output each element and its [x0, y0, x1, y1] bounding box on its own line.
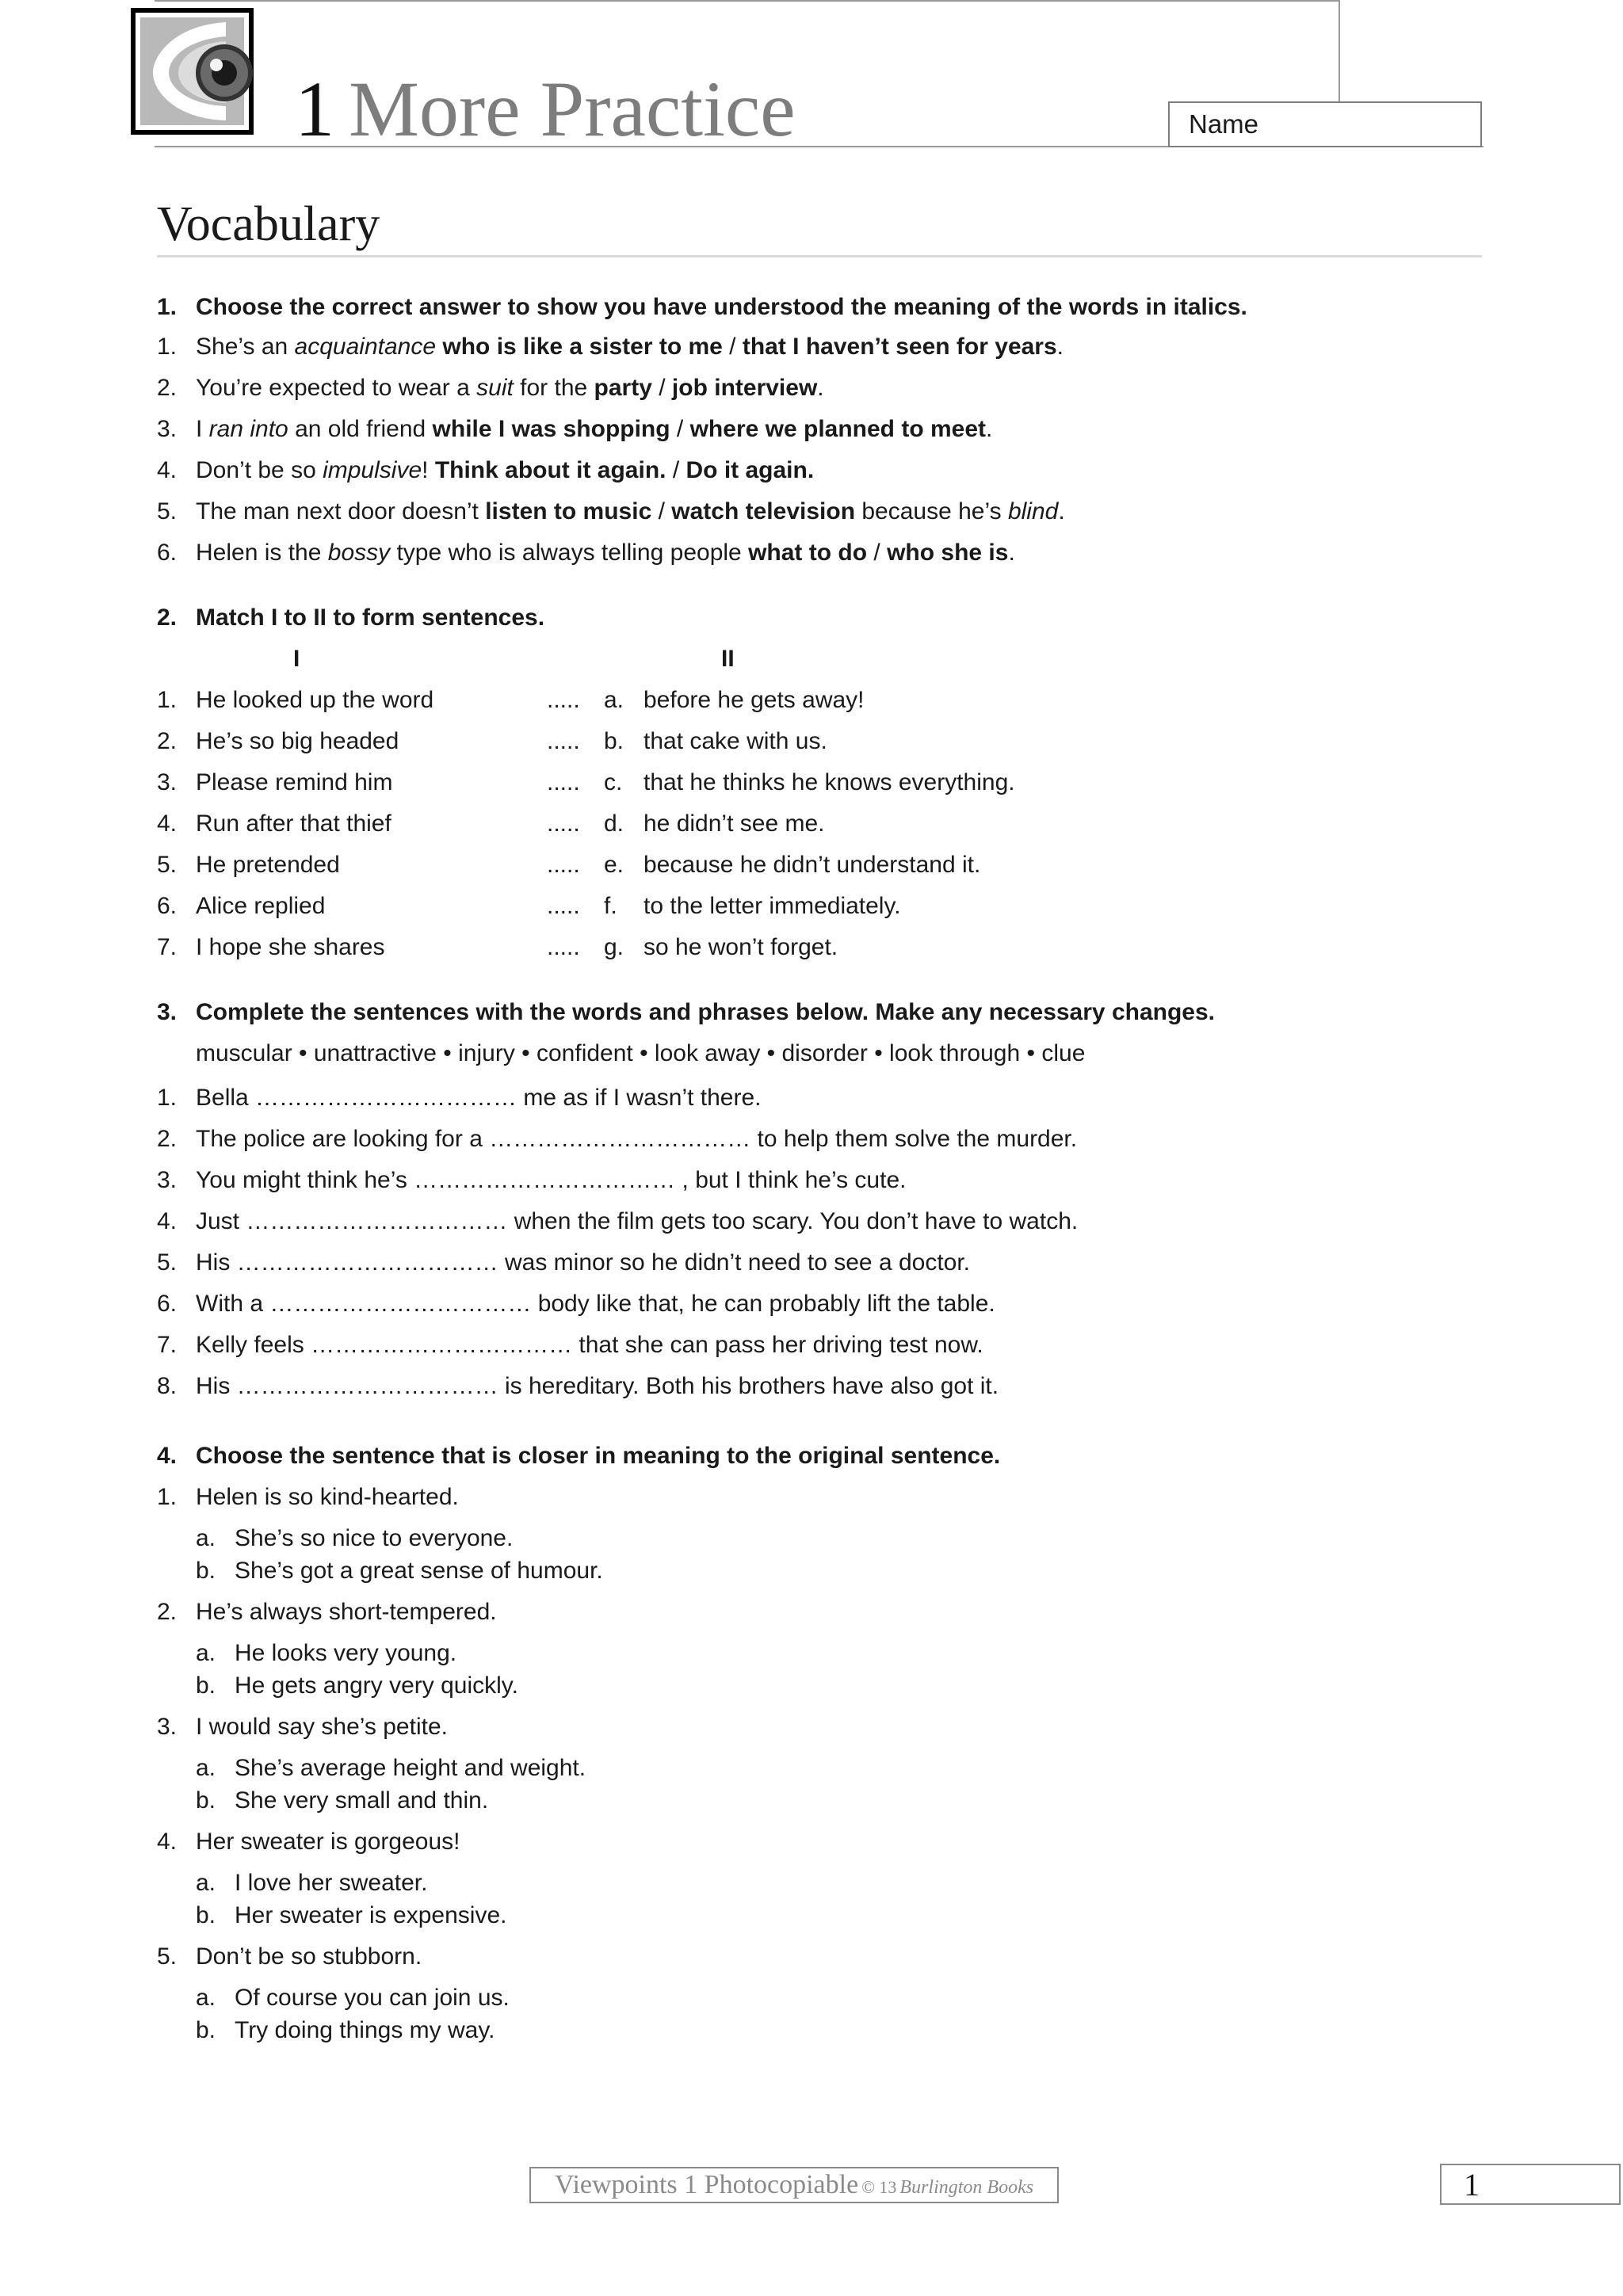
sentence-fragment: / — [666, 457, 686, 483]
name-label: Name — [1189, 109, 1259, 139]
ex4-option-b-label: b. — [196, 1672, 216, 1699]
ex3-item-number: 3. — [157, 1167, 178, 1193]
ex2-right-phrase: that he thinks he knows everything. — [643, 769, 1015, 795]
ex2-row-number: 7. — [157, 934, 178, 960]
footer-publisher: Burlington Books — [899, 2177, 1034, 2198]
italic-keyword: acquaintance — [294, 334, 437, 360]
ex4-option-b: She’s got a great sense of humour. — [235, 1558, 603, 1584]
ex3-item-number: 8. — [157, 1373, 178, 1399]
ex4-option-a: He looks very young. — [235, 1640, 457, 1666]
ex2-number: 2. — [157, 605, 178, 631]
ex2-right-phrase: he didn’t see me. — [643, 810, 825, 837]
sentence-fragment: for the — [513, 375, 594, 401]
ex3-item-number: 4. — [157, 1208, 178, 1234]
ex1-item-text — [196, 496, 1065, 528]
ex4-item-stem: I would say she’s petite. — [196, 1714, 448, 1740]
unit-title — [295, 62, 796, 157]
sentence-fragment: I — [196, 416, 209, 442]
sentence-fragment: / — [722, 334, 743, 360]
ex4-item-stem: Her sweater is gorgeous! — [196, 1829, 460, 1855]
ex2-answer-blank: ..... — [547, 852, 580, 878]
ex3-item-sentence: His …………………………… was minor so he didn’t need to see a doctor. — [196, 1249, 971, 1276]
ex2-row-number: 2. — [157, 728, 178, 754]
ex2-right-phrase: that cake with us. — [643, 728, 827, 754]
ex3-item-number: 6. — [157, 1291, 178, 1317]
ex4-option-a: I love her sweater. — [235, 1870, 428, 1896]
ex4-number: 4. — [157, 1443, 178, 1469]
sentence-fragment: type who is always telling people — [390, 540, 749, 566]
ex2-column-ii-header: II — [721, 646, 735, 672]
sentence-fragment: / — [651, 375, 672, 401]
ex2-row-number: 5. — [157, 852, 178, 878]
answer-option: watch television — [671, 498, 856, 524]
sentence-fragment: / — [670, 416, 690, 442]
ex3-item-sentence: His …………………………… is hereditary. Both his brothers have also got it. — [196, 1373, 999, 1399]
answer-option: job interview — [671, 375, 818, 401]
ex3-item-number: 2. — [157, 1126, 178, 1152]
ex2-answer-blank: ..... — [547, 728, 580, 754]
ex2-right-phrase: so he won’t forget. — [643, 934, 838, 960]
ex1-item-text — [196, 414, 992, 445]
ex2-right-phrase: because he didn’t understand it. — [643, 852, 981, 878]
ex4-item-stem: Helen is so kind-hearted. — [196, 1484, 459, 1510]
ex2-left-phrase: I hope she shares — [196, 934, 385, 960]
ex2-option-letter: b. — [604, 728, 624, 754]
ex4-item-number: 2. — [157, 1599, 178, 1625]
ex4-option-a-label: a. — [196, 1640, 216, 1666]
ex2-instruction: Match I to II to form sentences. — [196, 605, 545, 631]
sentence-fragment: Helen is the — [196, 540, 328, 566]
footer-book: Viewpoints 1 Photocopiable — [554, 2170, 859, 2199]
ex4-item-stem: He’s always short-tempered. — [196, 1599, 497, 1625]
ex2-right-phrase: before he gets away! — [643, 687, 865, 713]
ex4-option-a: She’s so nice to everyone. — [235, 1525, 514, 1551]
italic-keyword: suit — [476, 375, 514, 401]
sentence-fragment: . — [817, 375, 824, 401]
header-top-rule — [155, 0, 1339, 2]
ex2-option-letter: a. — [604, 687, 624, 713]
sentence-fragment: The man next door doesn’t — [196, 498, 486, 524]
italic-keyword: ran into — [208, 416, 288, 442]
answer-option: who she is — [887, 540, 1009, 566]
header-right-rule — [1338, 0, 1340, 101]
ex1-item-number: 1. — [157, 334, 178, 360]
name-field[interactable] — [1168, 101, 1482, 147]
ex2-row-number: 1. — [157, 687, 178, 713]
answer-option: listen to music — [485, 498, 652, 524]
ex2-answer-blank: ..... — [547, 810, 580, 837]
ex3-item-number: 5. — [157, 1249, 178, 1276]
ex3-item-sentence: Bella …………………………… me as if I wasn’t there. — [196, 1085, 762, 1111]
ex3-item-sentence: You might think he’s …………………………… , but I think he’s cute. — [196, 1167, 907, 1193]
unit-title-text: More Practice — [349, 65, 796, 153]
ex1-item-number: 6. — [157, 540, 178, 566]
ex3-number: 3. — [157, 999, 178, 1025]
ex4-item-number: 5. — [157, 1943, 178, 1970]
ex3-instruction: Complete the sentences with the words and phrases below. Make any necessary changes. — [196, 999, 1215, 1025]
ex4-instruction: Choose the sentence that is closer in meaning to the original sentence. — [196, 1443, 1001, 1469]
page-number: 1 — [1464, 2167, 1480, 2203]
viewpoints-eye-logo — [131, 8, 254, 135]
ex4-option-a-label: a. — [196, 1525, 216, 1551]
ex2-option-letter: d. — [604, 810, 624, 837]
ex2-row-number: 3. — [157, 769, 178, 795]
ex4-option-b-label: b. — [196, 1558, 216, 1584]
answer-option: Do it again. — [685, 457, 815, 483]
ex4-option-a-label: a. — [196, 1985, 216, 2011]
page-number-box — [1440, 2164, 1621, 2205]
answer-option: who is like a sister to me — [442, 334, 723, 360]
ex1-instruction: Choose the correct answer to show you have understood the meaning of the words in italics. — [196, 294, 1247, 320]
italic-keyword: bossy — [327, 540, 391, 566]
answer-option: party — [594, 375, 652, 401]
answer-option: that I haven’t seen for years — [742, 334, 1057, 360]
ex4-option-b: He gets angry very quickly. — [235, 1672, 518, 1699]
ex1-item-text — [196, 455, 814, 486]
footer-copyright: © 13 — [861, 2177, 897, 2197]
section-title: Vocabulary — [157, 197, 380, 251]
ex3-item-sentence: Kelly feels …………………………… that she can pass her driving test now. — [196, 1332, 983, 1358]
ex2-row-number: 4. — [157, 810, 178, 837]
sentence-fragment: / — [651, 498, 672, 524]
ex3-item-sentence: The police are looking for a …………………………… to help them solve the murder. — [196, 1126, 1078, 1152]
ex4-option-a-label: a. — [196, 1755, 216, 1781]
ex2-option-letter: c. — [604, 769, 623, 795]
footer-credit — [529, 2167, 1059, 2203]
ex4-option-a-label: a. — [196, 1870, 216, 1896]
ex3-item-sentence: Just …………………………… when the film gets too scary. You don’t have to watch. — [196, 1208, 1079, 1234]
ex2-left-phrase: He’s so big headed — [196, 728, 399, 754]
ex2-row-number: 6. — [157, 893, 178, 919]
ex2-left-phrase: He pretended — [196, 852, 340, 878]
ex4-item-number: 1. — [157, 1484, 178, 1510]
ex1-item-text — [196, 372, 824, 404]
ex1-item-number: 5. — [157, 498, 178, 524]
ex4-option-b-label: b. — [196, 1787, 216, 1814]
sentence-fragment: ! — [422, 457, 435, 483]
ex2-answer-blank: ..... — [547, 687, 580, 713]
sentence-fragment: . — [1008, 540, 1015, 566]
answer-option: where we planned to meet — [689, 416, 987, 442]
sentence-fragment: . — [1058, 498, 1065, 524]
section-divider — [157, 255, 1482, 257]
ex4-option-b: She very small and thin. — [235, 1787, 489, 1814]
ex4-item-number: 3. — [157, 1714, 178, 1740]
ex1-item-number: 3. — [157, 416, 178, 442]
ex4-option-b-label: b. — [196, 2017, 216, 2043]
sentence-fragment: an old friend — [288, 416, 433, 442]
ex2-column-i-header: I — [293, 646, 300, 672]
answer-option: Think about it again. — [434, 457, 666, 483]
unit-number: 1 — [295, 65, 334, 153]
ex4-option-a: Of course you can join us. — [235, 1985, 510, 2011]
italic-keyword: blind — [1007, 498, 1059, 524]
ex4-option-b-label: b. — [196, 1902, 216, 1928]
ex3-item-sentence: With a …………………………… body like that, he can probably lift the table. — [196, 1291, 995, 1317]
italic-keyword: impulsive — [323, 457, 422, 483]
sentence-fragment: Don’t be so — [196, 457, 323, 483]
ex3-item-number: 1. — [157, 1085, 178, 1111]
ex4-option-b: Her sweater is expensive. — [235, 1902, 507, 1928]
ex1-item-number: 2. — [157, 375, 178, 401]
ex2-left-phrase: He looked up the word — [196, 687, 434, 713]
ex2-option-letter: f. — [604, 893, 617, 919]
ex4-item-stem: Don’t be so stubborn. — [196, 1943, 422, 1970]
ex1-item-text — [196, 331, 1064, 363]
ex2-answer-blank: ..... — [547, 934, 580, 960]
ex4-option-a: She’s average height and weight. — [235, 1755, 586, 1781]
sentence-fragment: . — [1056, 334, 1064, 360]
ex2-answer-blank: ..... — [547, 769, 580, 795]
ex2-option-letter: g. — [604, 934, 624, 960]
ex1-number: 1. — [157, 294, 178, 320]
ex2-answer-blank: ..... — [547, 893, 580, 919]
ex2-left-phrase: Please remind him — [196, 769, 393, 795]
ex2-left-phrase: Run after that thief — [196, 810, 391, 837]
sentence-fragment: She’s an — [196, 334, 295, 360]
sentence-fragment: . — [986, 416, 993, 442]
ex3-item-number: 7. — [157, 1332, 178, 1358]
sentence-fragment: / — [867, 540, 888, 566]
sentence-fragment: You’re expected to wear a — [196, 375, 477, 401]
answer-option: what to do — [748, 540, 868, 566]
ex4-option-b: Try doing things my way. — [235, 2017, 495, 2043]
ex1-item-text — [196, 537, 1015, 569]
ex2-option-letter: e. — [604, 852, 624, 878]
ex4-item-number: 4. — [157, 1829, 178, 1855]
sentence-fragment: because he’s — [855, 498, 1008, 524]
ex1-item-number: 4. — [157, 457, 178, 483]
answer-option: while I was shopping — [432, 416, 670, 442]
ex2-left-phrase: Alice replied — [196, 893, 326, 919]
ex2-right-phrase: to the letter immediately. — [643, 893, 901, 919]
ex3-word-bank: muscular • unattractive • injury • confident • look away • disorder • look through • clue — [196, 1040, 1086, 1066]
